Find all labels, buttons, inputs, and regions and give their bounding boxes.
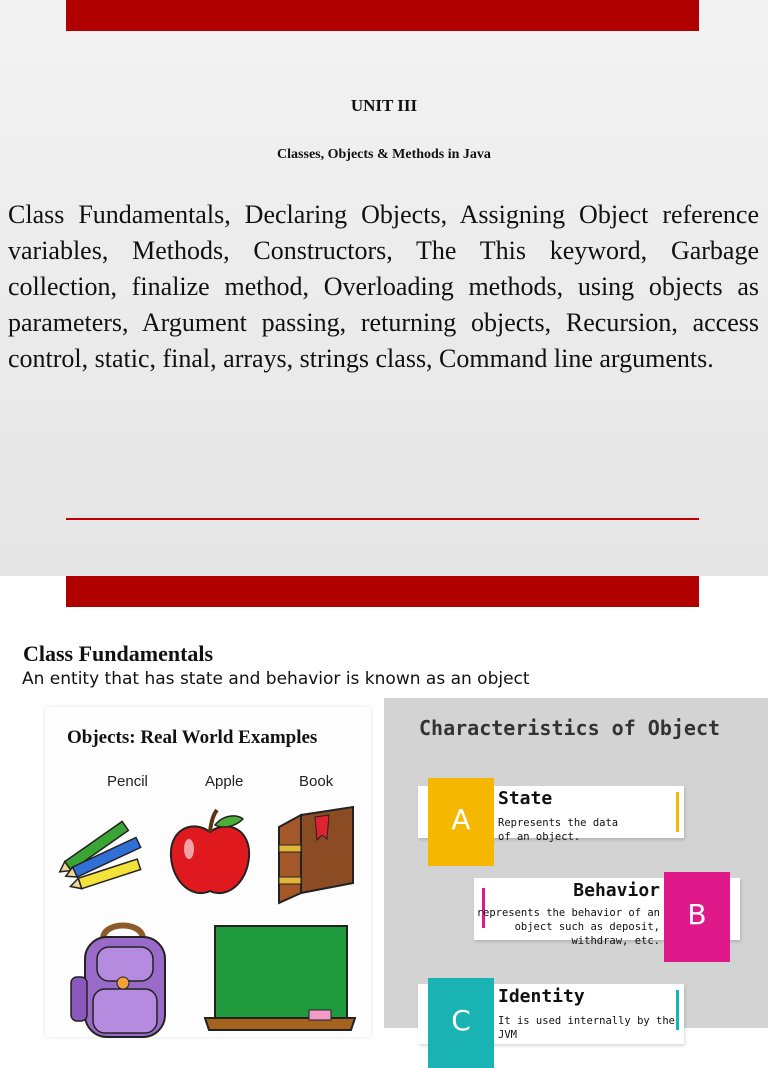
- characteristic-desc: [498, 816, 618, 844]
- example-label-book: Book: [299, 773, 334, 790]
- card-accent-bar: [676, 792, 679, 832]
- section-description: An entity that has state and behavior is known as an object: [22, 669, 530, 689]
- characteristic-name: State: [498, 788, 553, 809]
- badge-letter: C: [451, 1004, 471, 1037]
- example-label-apple: Apple: [205, 773, 244, 790]
- desc-line: represents the behavior of an: [476, 907, 660, 919]
- examples-panel: [45, 707, 371, 1037]
- example-label-pencil: Pencil: [107, 773, 148, 790]
- desc-line: of an object.: [498, 831, 581, 843]
- badge-letter: A: [451, 803, 471, 836]
- badge-b: [664, 872, 730, 962]
- badge-letter: B: [687, 898, 707, 931]
- unit-title: UNIT III: [350, 96, 418, 115]
- slide-class-fundamentals: [0, 576, 768, 1041]
- header-red-bar: [66, 576, 699, 607]
- desc-line: withdraw, etc.: [571, 935, 660, 947]
- characteristic-desc: [477, 906, 660, 948]
- apple-icon: [163, 807, 258, 902]
- characteristic-name: Identity: [498, 986, 585, 1007]
- pencil-icon: [59, 805, 159, 900]
- desc-line: It is used internally by the JVM: [498, 1015, 676, 1041]
- card-accent-bar: [676, 990, 679, 1030]
- desc-line: Represents the data: [498, 817, 619, 829]
- characteristic-card-state: [418, 786, 684, 843]
- characteristic-desc: [498, 1014, 684, 1042]
- backpack-icon: [63, 917, 183, 1037]
- unit-subtitle: Classes, Objects & Methods in Java: [277, 147, 491, 162]
- characteristic-card-identity: [418, 984, 684, 1044]
- characteristics-title: Characteristics of Object: [419, 716, 721, 740]
- characteristic-name: Behavior: [573, 880, 660, 901]
- section-heading: Class Fundamentals: [23, 641, 214, 666]
- characteristics-panel: [384, 698, 768, 1041]
- topics-paragraph: Class Fundamentals, Declaring Objects, Assigning Object reference variables, Methods, Constructors, The This keyword, Garbage collection, finalize method, Overloading methods, using objects as parameters, Argument passing, returning objects, Recursion, access control, static, final, arrays, strings class, Command line arguments.: [8, 200, 759, 373]
- badge-a: [428, 778, 494, 866]
- divider-line: [66, 518, 699, 520]
- examples-title: Objects: Real World Examples: [67, 727, 318, 748]
- characteristic-card-behavior: [474, 878, 740, 947]
- chalkboard-icon: [205, 922, 355, 1037]
- header-red-bar: [66, 0, 699, 31]
- book-icon: [273, 805, 358, 905]
- badge-c: [428, 978, 494, 1068]
- desc-line: object such as deposit,: [514, 921, 660, 933]
